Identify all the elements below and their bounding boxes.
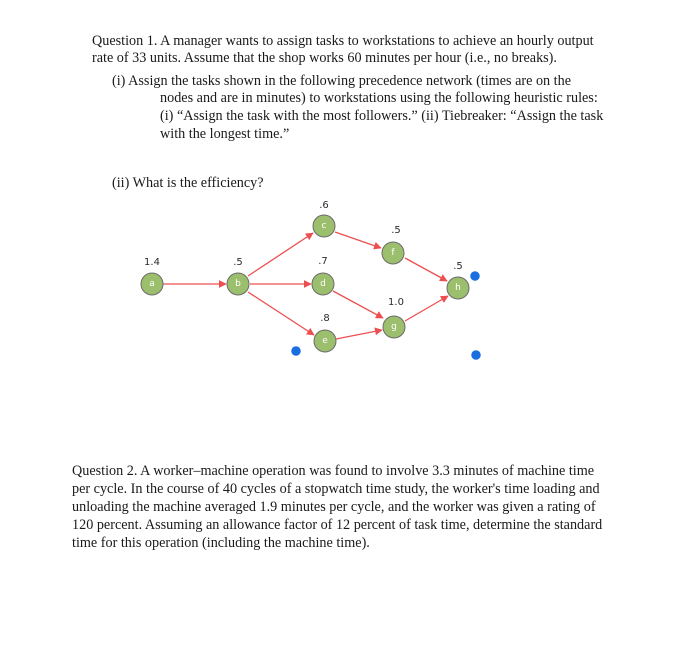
node-d-letter: d: [320, 279, 326, 289]
part-i-line-3: (i) “Assign the task with the most followers.” (ii) Tiebreaker: “Assign the task: [160, 108, 604, 124]
node-e-letter: e: [322, 336, 328, 346]
node-g-time: 1.0: [388, 297, 404, 308]
arc-g-h: [405, 296, 448, 321]
question2-line-2: per cycle. In the course of 40 cycles of a stopwatch time study, the worker's time loading and: [72, 481, 600, 497]
question1-line-1: Question 1. A manager wants to assign tasks to workstations to achieve an hourly output: [92, 33, 594, 49]
node-c-time: .6: [319, 200, 329, 211]
node-b-letter: b: [235, 279, 241, 289]
part-i-line-1: (i) Assign the tasks shown in the following precedence network (times are on the: [112, 73, 572, 89]
node-e-time: .8: [320, 313, 330, 324]
node-h-time: .5: [453, 261, 463, 272]
node-a-letter: a: [149, 279, 155, 289]
selection-handle-dot[interactable]: [291, 346, 302, 357]
node-c: [313, 200, 335, 237]
arc-d-g: [333, 291, 383, 318]
arc-e-g: [336, 330, 382, 339]
question2-line-1: Question 2. A worker–machine operation was found to involve 3.3 minutes of machine time: [72, 463, 595, 479]
node-h-letter: h: [455, 283, 461, 293]
node-d: [312, 256, 334, 295]
node-c-letter: c: [321, 221, 327, 231]
node-g-letter: g: [391, 322, 397, 332]
part-ii-question: (ii) What is the efficiency?: [112, 175, 264, 191]
node-b-time: .5: [233, 257, 243, 268]
node-a: [141, 257, 163, 295]
node-f-letter: f: [391, 248, 395, 258]
question2-line-4: 120 percent. Assuming an allowance factor of 12 percent of task time, determine the standard: [72, 517, 603, 533]
node-g: [383, 297, 405, 338]
arc-b-e: [248, 292, 314, 335]
node-d-time: .7: [318, 256, 328, 267]
part-i-line-2: nodes and are in minutes) to workstations using the following heuristic rules:: [160, 90, 598, 106]
arc-c-f: [335, 232, 381, 248]
question2-line-5: time for this operation (including the machine time).: [72, 535, 370, 551]
node-b: [227, 257, 249, 295]
node-a-time: 1.4: [144, 257, 160, 268]
arc-f-h: [405, 258, 447, 281]
node-e: [314, 313, 336, 352]
node-h: [447, 261, 469, 299]
selection-handle-dot[interactable]: [471, 350, 482, 361]
arc-b-c: [248, 233, 313, 276]
question1-line-2: rate of 33 units. Assume that the shop works 60 minutes per hour (i.e., no breaks).: [92, 50, 557, 66]
node-f-time: .5: [391, 225, 401, 236]
question2-line-3: unloading the machine averaged 1.9 minutes per cycle, and the worker was given a rating of: [72, 499, 596, 515]
node-f: [382, 225, 404, 264]
part-i-line-4: with the longest time.”: [160, 126, 290, 142]
selection-handle-dot[interactable]: [470, 271, 481, 282]
